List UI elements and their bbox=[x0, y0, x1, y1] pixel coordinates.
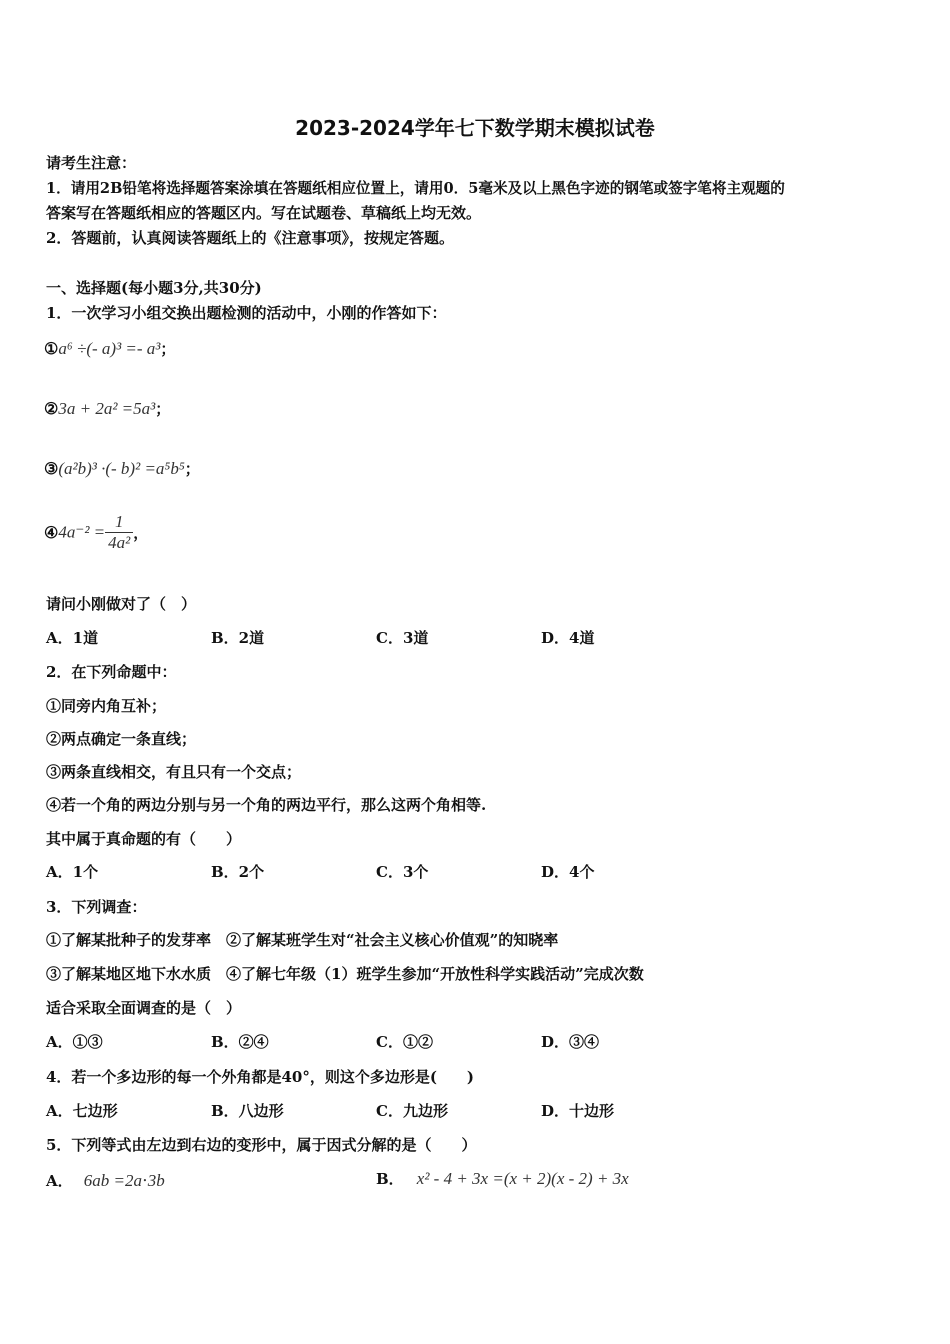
q3-option-a: A．①③ bbox=[46, 1033, 103, 1051]
q1-item-3-end: ； bbox=[184, 460, 200, 478]
q5-stem: 5．下列等式由左边到右边的变形中，属于因式分解的是（ ） bbox=[46, 1136, 477, 1154]
q1-item-3 bbox=[44, 458, 200, 479]
page-title: 2023-2024学年七下数学期末模拟试卷 bbox=[295, 116, 655, 140]
q2-option-a: A．1个 bbox=[46, 863, 99, 881]
q3-ask: 适合采取全面调查的是（ ） bbox=[46, 999, 242, 1017]
q4-option-d: D．十边形 bbox=[541, 1102, 615, 1120]
q1-item-1 bbox=[44, 338, 175, 359]
q1-item-4 bbox=[44, 512, 148, 553]
q2-item-1: ①同旁内角互补； bbox=[46, 697, 167, 715]
q3-option-c: C．①② bbox=[376, 1033, 433, 1051]
q1-item-4-expr: 4a⁻² = bbox=[58, 522, 106, 542]
q1-item-1-mark: ① bbox=[44, 339, 59, 358]
q4-stem: 4．若一个多边形的每一个外角都是40°，则这个多边形是( ) bbox=[46, 1068, 475, 1086]
q1-item-1-expr: a⁶ ÷(- a)³ =- a³ bbox=[58, 339, 161, 358]
q1-item-1-end: ； bbox=[160, 340, 176, 358]
q2-ask: 其中属于真命题的有（ ） bbox=[46, 830, 242, 848]
q5-option-a-label: A． bbox=[46, 1172, 73, 1190]
section-heading: 一、选择题(每小题3分,共30分) bbox=[46, 279, 262, 297]
q3-stem: 3．下列调查： bbox=[46, 898, 147, 916]
q2-stem: 2．在下列命题中： bbox=[46, 663, 177, 681]
q1-item-2-mark: ② bbox=[44, 399, 59, 418]
q3-option-d: D．③④ bbox=[541, 1033, 600, 1051]
q1-option-b: B．2道 bbox=[211, 629, 265, 647]
q1-option-c: C．3道 bbox=[376, 629, 429, 647]
notice-line1b: 答案写在答题纸相应的答题区内。写在试题卷、草稿纸上均无效。 bbox=[46, 204, 482, 222]
q2-option-d: D．4个 bbox=[541, 863, 595, 881]
q1-item-4-fraction bbox=[105, 512, 133, 553]
q5-option-a bbox=[46, 1170, 165, 1191]
q4-option-b: B．八边形 bbox=[211, 1102, 284, 1120]
q5-option-b-label: B． bbox=[376, 1170, 404, 1188]
q5-option-b bbox=[376, 1168, 629, 1189]
q1-ask: 请问小刚做对了（ ） bbox=[46, 595, 197, 613]
fraction-numerator: 1 bbox=[105, 512, 133, 533]
q2-item-4: ④若一个角的两边分别与另一个角的两边平行，那么这两个角相等. bbox=[46, 796, 487, 814]
q1-option-a: A．1道 bbox=[46, 629, 99, 647]
q4-option-c: C．九边形 bbox=[376, 1102, 448, 1120]
q2-item-2: ②两点确定一条直线； bbox=[46, 730, 197, 748]
notice-heading: 请考生注意： bbox=[46, 154, 137, 172]
q1-option-d: D．4道 bbox=[541, 629, 595, 647]
notice-line1a: 1．请用2B铅笔将选择题答案涂填在答题纸相应位置上，请用0．5毫米及以上黑色字迹的钢笔或签字笔将主观题的 bbox=[46, 180, 785, 197]
q1-item-2 bbox=[44, 398, 170, 419]
q1-item-2-end: ； bbox=[155, 400, 171, 418]
q3-line-1: ①了解某批种子的发芽率 ②了解某班学生对“社会主义核心价值观”的知晓率 bbox=[46, 931, 559, 949]
q3-line-2: ③了解某地区地下水水质 ④了解七年级（1）班学生参加“开放性科学实践活动”完成次数 bbox=[46, 965, 644, 983]
q1-item-2-expr: 3a + 2a² =5a³ bbox=[58, 399, 156, 418]
q2-item-3: ③两条直线相交，有且只有一个交点； bbox=[46, 763, 302, 781]
q4-option-a: A．七边形 bbox=[46, 1102, 118, 1120]
notice-line2: 2．答题前，认真阅读答题纸上的《注意事项》，按规定答题。 bbox=[46, 229, 454, 247]
q3-option-b: B．②④ bbox=[211, 1033, 269, 1051]
q1-stem: 1．一次学习小组交换出题检测的活动中，小刚的作答如下： bbox=[46, 304, 447, 322]
q1-item-4-end: ， bbox=[133, 524, 149, 542]
q5-option-b-expr: x² - 4 + 3x =(x + 2)(x - 2) + 3x bbox=[416, 1169, 629, 1188]
q5-option-a-expr: 6ab =2a⋅3b bbox=[83, 1171, 165, 1190]
fraction-denominator: 4a² bbox=[108, 533, 131, 552]
q2-option-b: B．2个 bbox=[211, 863, 265, 881]
q1-item-4-mark: ④ bbox=[44, 523, 59, 542]
q1-item-3-expr: (a²b)³ ·(- b)² =a⁵b⁵ bbox=[58, 459, 185, 478]
q1-item-3-mark: ③ bbox=[44, 459, 59, 478]
q2-option-c: C．3个 bbox=[376, 863, 429, 881]
